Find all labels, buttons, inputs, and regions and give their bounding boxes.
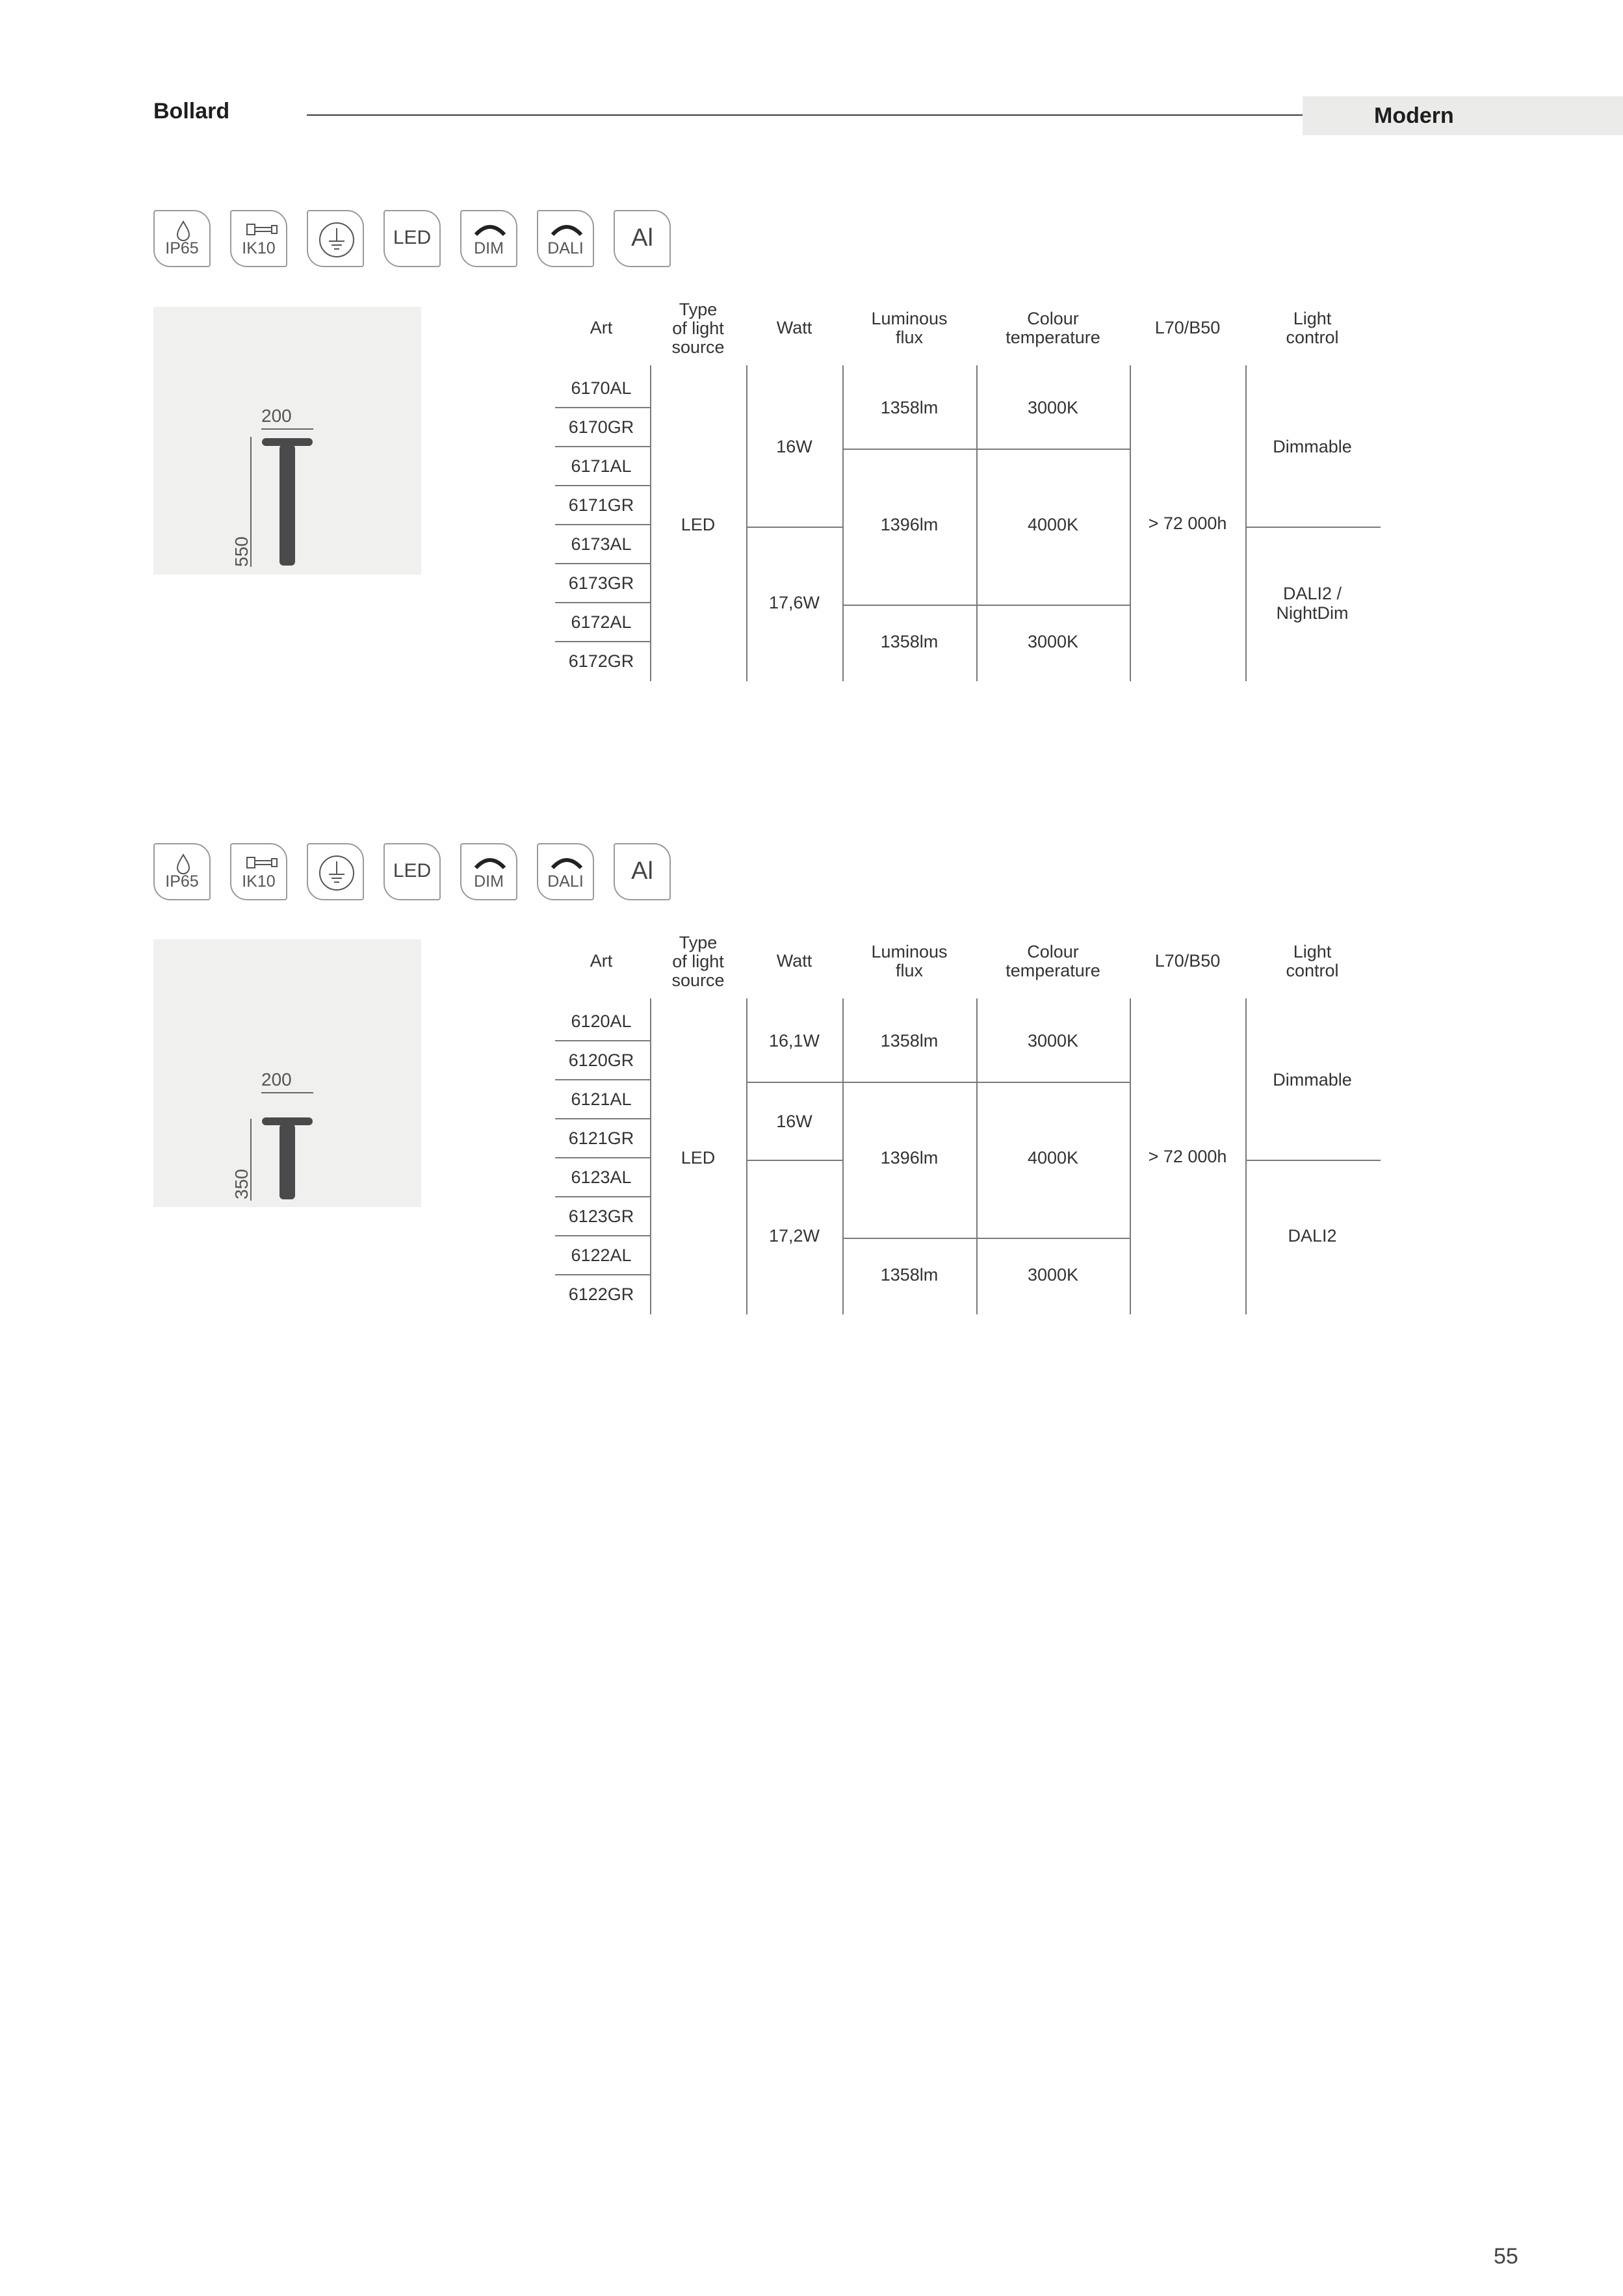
spec-table-2	[552, 931, 1381, 1321]
category-tab	[1303, 96, 1623, 135]
earth-ground-icon	[308, 844, 365, 902]
watt-value: 17,2W	[768, 1226, 820, 1246]
ip-rating-badge: IP65	[153, 210, 211, 267]
colour-value: 3000K	[1027, 632, 1079, 651]
dim-badge: DIM	[460, 210, 517, 267]
colour-value: 4000K	[1027, 1148, 1079, 1168]
art-code: 6170GR	[568, 417, 634, 437]
colour-value: 3000K	[1027, 1031, 1079, 1050]
dimension-height: 550	[231, 536, 252, 567]
art-code: 6122AL	[571, 1246, 632, 1265]
ip-rating-badge: IP65	[153, 843, 211, 900]
led-badge: LED	[383, 210, 441, 267]
spec-table-1	[552, 298, 1381, 688]
led-badge: LED	[383, 843, 441, 900]
watt-value: 17,6W	[768, 593, 820, 612]
control-value: DALI2 / NightDim	[1276, 584, 1349, 623]
header-colour: Colour temperature	[1006, 942, 1100, 980]
art-code: 6121AL	[571, 1089, 632, 1109]
dimension-width: 200	[261, 1069, 292, 1089]
art-code: 6120AL	[571, 1011, 632, 1031]
art-code: 6172AL	[571, 612, 632, 632]
art-code: 6173GR	[568, 573, 634, 593]
dimension-width: 200	[261, 406, 292, 426]
earth-badge	[307, 843, 364, 900]
header-control: Light control	[1286, 942, 1339, 980]
header-life: L70/B50	[1154, 951, 1221, 971]
flux-value: 1358lm	[880, 1265, 939, 1285]
product-drawing-2	[153, 939, 421, 1207]
art-code: 6120GR	[568, 1050, 634, 1070]
dim-badge: DIM	[460, 843, 517, 900]
light-source-type: LED	[681, 515, 716, 534]
art-code: 6123AL	[571, 1168, 632, 1187]
art-code: 6171GR	[568, 495, 634, 515]
flux-value: 1396lm	[880, 1148, 939, 1168]
ik-rating-badge: IK10	[230, 210, 287, 267]
art-code: 6121GR	[568, 1128, 634, 1148]
feature-icons-2	[153, 843, 673, 902]
art-code: 6171AL	[571, 456, 632, 476]
header-colour: Colour temperature	[1006, 309, 1100, 347]
header-flux: Luminous flux	[871, 942, 948, 980]
control-value: DALI2	[1288, 1226, 1337, 1246]
material-badge: Al	[614, 843, 671, 900]
section-title: Bollard	[153, 99, 230, 124]
header-type: Type of light source	[671, 300, 725, 357]
flux-value: 1358lm	[880, 398, 939, 417]
art-code: 6123GR	[568, 1207, 634, 1226]
colour-value: 3000K	[1027, 1265, 1079, 1285]
dali-badge: DALI	[537, 843, 594, 900]
earth-badge	[307, 210, 364, 267]
header-art: Art	[590, 951, 613, 971]
bollard-drawing-tall	[153, 307, 421, 575]
feature-icons-1	[153, 210, 673, 268]
colour-value: 4000K	[1027, 515, 1079, 534]
light-source-type: LED	[681, 1148, 716, 1168]
art-code: 6122GR	[568, 1285, 634, 1304]
control-value: Dimmable	[1273, 1070, 1352, 1089]
header-watt: Watt	[776, 318, 812, 337]
watt-value: 16W	[776, 437, 812, 456]
lifetime-value: > 72 000h	[1148, 1147, 1227, 1166]
art-code: 6173AL	[571, 534, 632, 554]
colour-value: 3000K	[1027, 398, 1079, 417]
flux-value: 1358lm	[880, 632, 939, 651]
ik-rating-badge: IK10	[230, 843, 287, 900]
earth-ground-icon	[308, 211, 365, 268]
lifetime-value: > 72 000h	[1148, 514, 1227, 533]
control-value: Dimmable	[1273, 437, 1352, 456]
watt-value: 16W	[776, 1112, 812, 1131]
header-watt: Watt	[776, 951, 812, 971]
header-art: Art	[590, 318, 613, 337]
header-life: L70/B50	[1154, 318, 1221, 337]
header-rule	[307, 114, 1303, 116]
header-type: Type of light source	[671, 933, 725, 990]
header-control: Light control	[1286, 309, 1339, 347]
category-label: Modern	[1374, 103, 1454, 128]
art-code: 6170AL	[571, 378, 632, 398]
flux-value: 1358lm	[880, 1031, 939, 1050]
dali-badge: DALI	[537, 210, 594, 267]
material-badge: Al	[614, 210, 671, 267]
page-number: 55	[1494, 2244, 1518, 2269]
header-flux: Luminous flux	[871, 309, 948, 347]
art-code: 6172GR	[568, 651, 634, 671]
product-drawing-1	[153, 307, 421, 575]
bollard-drawing-short	[153, 939, 421, 1207]
dimension-height: 350	[231, 1169, 252, 1199]
watt-value: 16,1W	[768, 1031, 820, 1050]
flux-value: 1396lm	[880, 515, 939, 534]
